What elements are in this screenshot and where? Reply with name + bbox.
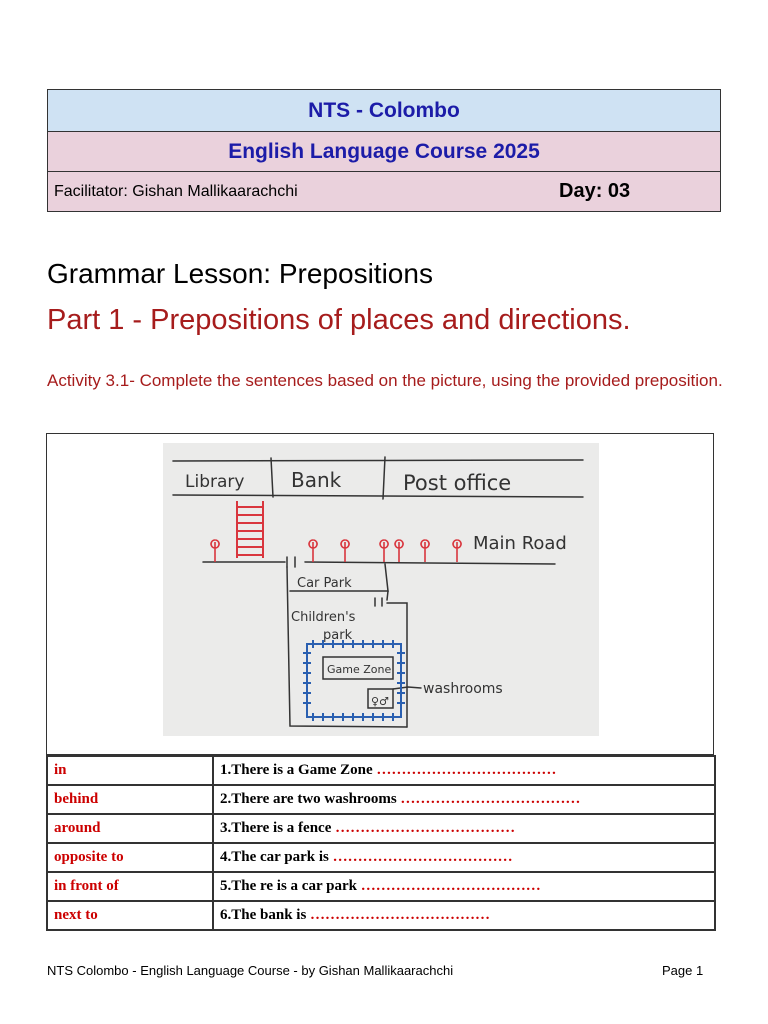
preposition-cell: in xyxy=(47,756,213,785)
sentence-text: 2.There are two washrooms xyxy=(220,791,397,807)
sentence-cell[interactable] xyxy=(213,756,715,785)
washroom-symbols-icon: ♀♂ xyxy=(371,695,389,708)
table-row xyxy=(47,872,715,901)
answer-blank[interactable]: ……………………………… xyxy=(332,849,513,865)
lesson-title-prefix: Grammar Lesson: xyxy=(47,258,272,289)
part-heading: Part 1 - Prepositions of places and directions. xyxy=(47,304,631,336)
preposition-cell: opposite to xyxy=(47,843,213,872)
table-row xyxy=(47,756,715,785)
sentence-text: 4.The car park is xyxy=(220,849,329,865)
table-row xyxy=(47,901,715,930)
label-library: Library xyxy=(185,472,245,492)
facilitator-row xyxy=(48,172,720,211)
sentence-cell[interactable] xyxy=(213,872,715,901)
preposition-cell: around xyxy=(47,814,213,843)
label-car-park: Car Park xyxy=(297,576,352,591)
answer-blank[interactable]: ……………………………… xyxy=(400,791,581,807)
table-row xyxy=(47,843,715,872)
sentence-text: 5.The re is a car park xyxy=(220,878,357,894)
label-post-office: Post office xyxy=(403,471,512,495)
exercise-table xyxy=(46,755,716,931)
sentence-text: 1.There is a Game Zone xyxy=(220,762,373,778)
sentence-cell[interactable] xyxy=(213,901,715,930)
sentence-cell[interactable] xyxy=(213,785,715,814)
table-row xyxy=(47,785,715,814)
sentence-text: 6.The bank is xyxy=(220,907,307,923)
footer-text: NTS Colombo - English Language Course - by Gishan Mallikaarachchi xyxy=(47,963,454,978)
answer-blank[interactable]: ……………………………… xyxy=(335,820,516,836)
label-game-zone: Game Zone xyxy=(327,663,392,676)
map-sketch-photo xyxy=(163,443,599,736)
sentence-cell[interactable] xyxy=(213,814,715,843)
activity-instructions: Activity 3.1- Complete the sentences based on the picture, using the provided preposition. xyxy=(47,371,723,390)
course-title: English Language Course 2025 xyxy=(48,132,720,172)
answer-blank[interactable]: ……………………………… xyxy=(360,878,541,894)
label-main-road: Main Road xyxy=(473,533,567,554)
picture-frame xyxy=(46,433,714,755)
facilitator-name: Facilitator: Gishan Mallikaarachchi xyxy=(54,183,298,200)
header-table xyxy=(47,89,721,212)
label-childrens-2: park xyxy=(323,628,353,643)
label-washrooms: washrooms xyxy=(423,681,503,697)
table-row xyxy=(47,814,715,843)
preposition-cell: in front of xyxy=(47,872,213,901)
lesson-title xyxy=(47,258,433,290)
label-childrens-1: Children's xyxy=(291,610,356,625)
lesson-title-topic: Prepositions xyxy=(278,258,433,289)
sentence-text: 3.There is a fence xyxy=(220,820,332,836)
label-bank: Bank xyxy=(291,468,342,492)
day-number: Day: 03 xyxy=(559,180,631,202)
org-title: NTS - Colombo xyxy=(48,90,720,132)
page-number: Page 1 xyxy=(662,963,704,978)
answer-blank[interactable]: ……………………………… xyxy=(376,762,557,778)
preposition-cell: next to xyxy=(47,901,213,930)
preposition-cell: behind xyxy=(47,785,213,814)
sentence-cell[interactable] xyxy=(213,843,715,872)
answer-blank[interactable]: ……………………………… xyxy=(310,907,491,923)
